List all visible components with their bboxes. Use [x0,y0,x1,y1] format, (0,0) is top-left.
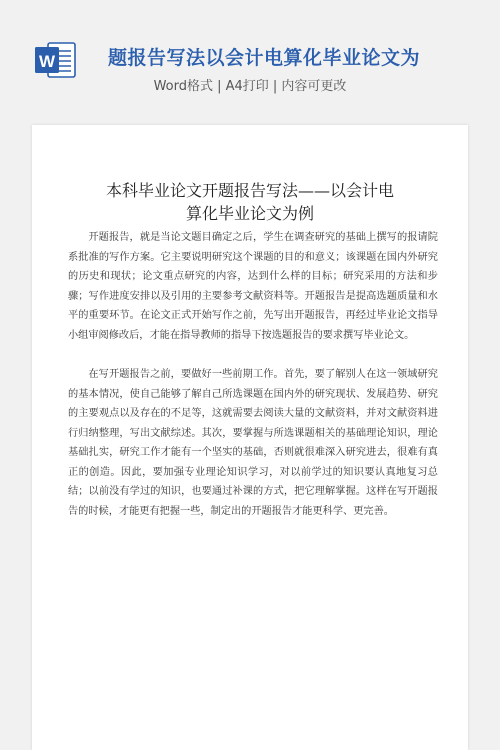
page-title: 题报告写法以会计电算化毕业论文为 [108,47,421,69]
word-icon [34,40,76,80]
word-icon-letter: W [38,52,56,71]
document-title-line-1: 本科毕业论文开题报告写法——以会计电 [105,181,394,200]
body-paragraph-1: 开题报告，就是当论文题目确定之后，学生在调查研究的基础上撰写的报请院系批准的写作方案。它主要说明研究这个课题的目的和意义；该课题在国内外研究的历史和现状；论文重点研究的内容，达到什么样的目标；研究采用的方法和步骤；写作进度安排以及引用的主要参考文献资料等。开题报告是提高选题质量和水平的重要环节。在论文正式开始写作之前，先写出开题报告，再经过毕业论文指导小组审阅修改后，才能在指导教师的指导下按选题报告的要求撰写毕业论文。 [68,232,438,341]
header [0,0,500,110]
document-body [68,228,438,521]
document-title-line-2: 算化毕业论文为例 [185,204,314,223]
document-title [32,179,468,225]
document-page [32,125,468,750]
format-subtitle: Word格式 | A4打印 | 内容可更改 [153,79,347,94]
body-paragraph-2: 在写开题报告之前，要做好一些前期工作。首先，要了解别人在这一领域研究的基本情况，使自己能够了解自己所选课题在国内外的研究现状、发展趋势、研究的主要观点以及存在的不足等，这就需要去阅读大量的文献资料，并对文献资料进行归纳整理，写出文献综述。其次，要掌握与所选课题相关的基础理论知识，理论基础扎实，研究工作才能有一个坚实的基础，否则就很难深入研究进去，很难有真正的创造。因此，要加强专业理论知识学习，对以前学过的知识要认真地复习总结；以前没有学过的知识，也要通过补课的方式，把它理解掌握。这样在写开题报告的时候，才能更有把握一些，制定出的开题报告才能更科学、更完善。 [68,369,438,517]
